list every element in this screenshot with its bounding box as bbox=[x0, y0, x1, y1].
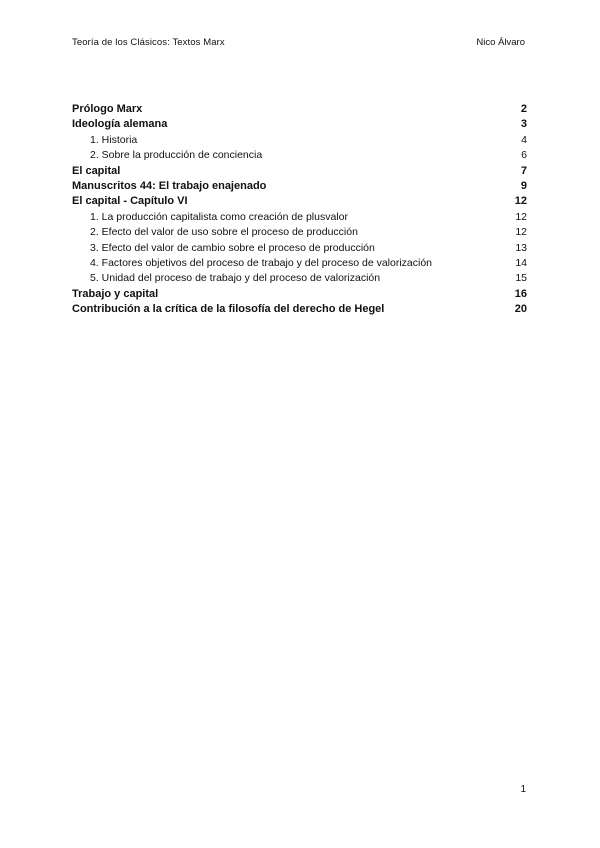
toc-entry-title: 5. Unidad del proceso de trabajo y del proceso de valorización bbox=[90, 272, 381, 285]
toc-entry-title: El capital bbox=[72, 164, 121, 177]
toc-entry[interactable] bbox=[72, 194, 527, 209]
toc-entry[interactable] bbox=[72, 271, 527, 286]
toc-entry-page: 13 bbox=[515, 241, 527, 254]
toc-entry-title: 2. Sobre la producción de conciencia bbox=[90, 149, 263, 162]
toc-entry[interactable] bbox=[72, 148, 527, 163]
header-title: Teoría de los Clásicos: Textos Marx bbox=[72, 37, 225, 48]
toc-entry-page: 7 bbox=[520, 164, 527, 177]
toc-entry[interactable] bbox=[72, 241, 527, 256]
toc-entry-page: 12 bbox=[515, 226, 527, 239]
toc-entry-title: El capital - Capítulo VI bbox=[72, 195, 188, 208]
toc-entry-page: 2 bbox=[520, 103, 527, 115]
toc-entry-page: 12 bbox=[515, 210, 527, 223]
toc-entry-title: 1. Historia bbox=[90, 133, 138, 146]
toc-entry-title: Ideología alemana bbox=[72, 118, 168, 131]
toc-entry-title: 3. Efecto del valor de cambio sobre el proceso de producción bbox=[90, 241, 375, 254]
toc-entry-page: 3 bbox=[520, 118, 527, 131]
toc-entry-page: 20 bbox=[514, 303, 527, 316]
table-of-contents bbox=[72, 102, 527, 317]
toc-entry[interactable] bbox=[72, 164, 527, 179]
toc-entry[interactable] bbox=[72, 117, 527, 132]
toc-entry[interactable] bbox=[72, 225, 527, 240]
toc-entry-title: 1. La producción capitalista como creación de plusvalor bbox=[90, 210, 348, 223]
toc-entry-title: Prólogo Marx bbox=[72, 103, 143, 115]
toc-entry[interactable] bbox=[72, 102, 527, 117]
toc-entry-page: 9 bbox=[520, 179, 527, 192]
toc-entry-page: 14 bbox=[515, 256, 527, 269]
toc-entry[interactable] bbox=[72, 210, 527, 225]
toc-entry[interactable] bbox=[72, 302, 527, 317]
toc-entry-title: Contribución a la crítica de la filosofía del derecho de Hegel bbox=[72, 303, 385, 316]
toc-entry[interactable] bbox=[72, 133, 527, 148]
header-author: Nico Álvaro bbox=[476, 37, 525, 48]
page-number: 1 bbox=[520, 784, 526, 795]
toc-entry-page: 6 bbox=[521, 149, 527, 162]
toc-entry-page: 4 bbox=[521, 133, 527, 146]
toc-entry[interactable] bbox=[72, 179, 527, 194]
toc-entry[interactable] bbox=[72, 287, 527, 302]
toc-entry-title: 4. Factores objetivos del proceso de trabajo y del proceso de valorización bbox=[90, 256, 433, 269]
toc-entry-page: 12 bbox=[514, 195, 527, 208]
toc-entry-title: 2. Efecto del valor de uso sobre el proceso de producción bbox=[90, 226, 358, 239]
toc-entry-page: 15 bbox=[515, 272, 527, 285]
toc-entry-page: 16 bbox=[514, 287, 527, 300]
toc-entry-title: Trabajo y capital bbox=[72, 287, 159, 300]
toc-entry[interactable] bbox=[72, 256, 527, 271]
toc-entry-title: Manuscritos 44: El trabajo enajenado bbox=[72, 179, 267, 192]
